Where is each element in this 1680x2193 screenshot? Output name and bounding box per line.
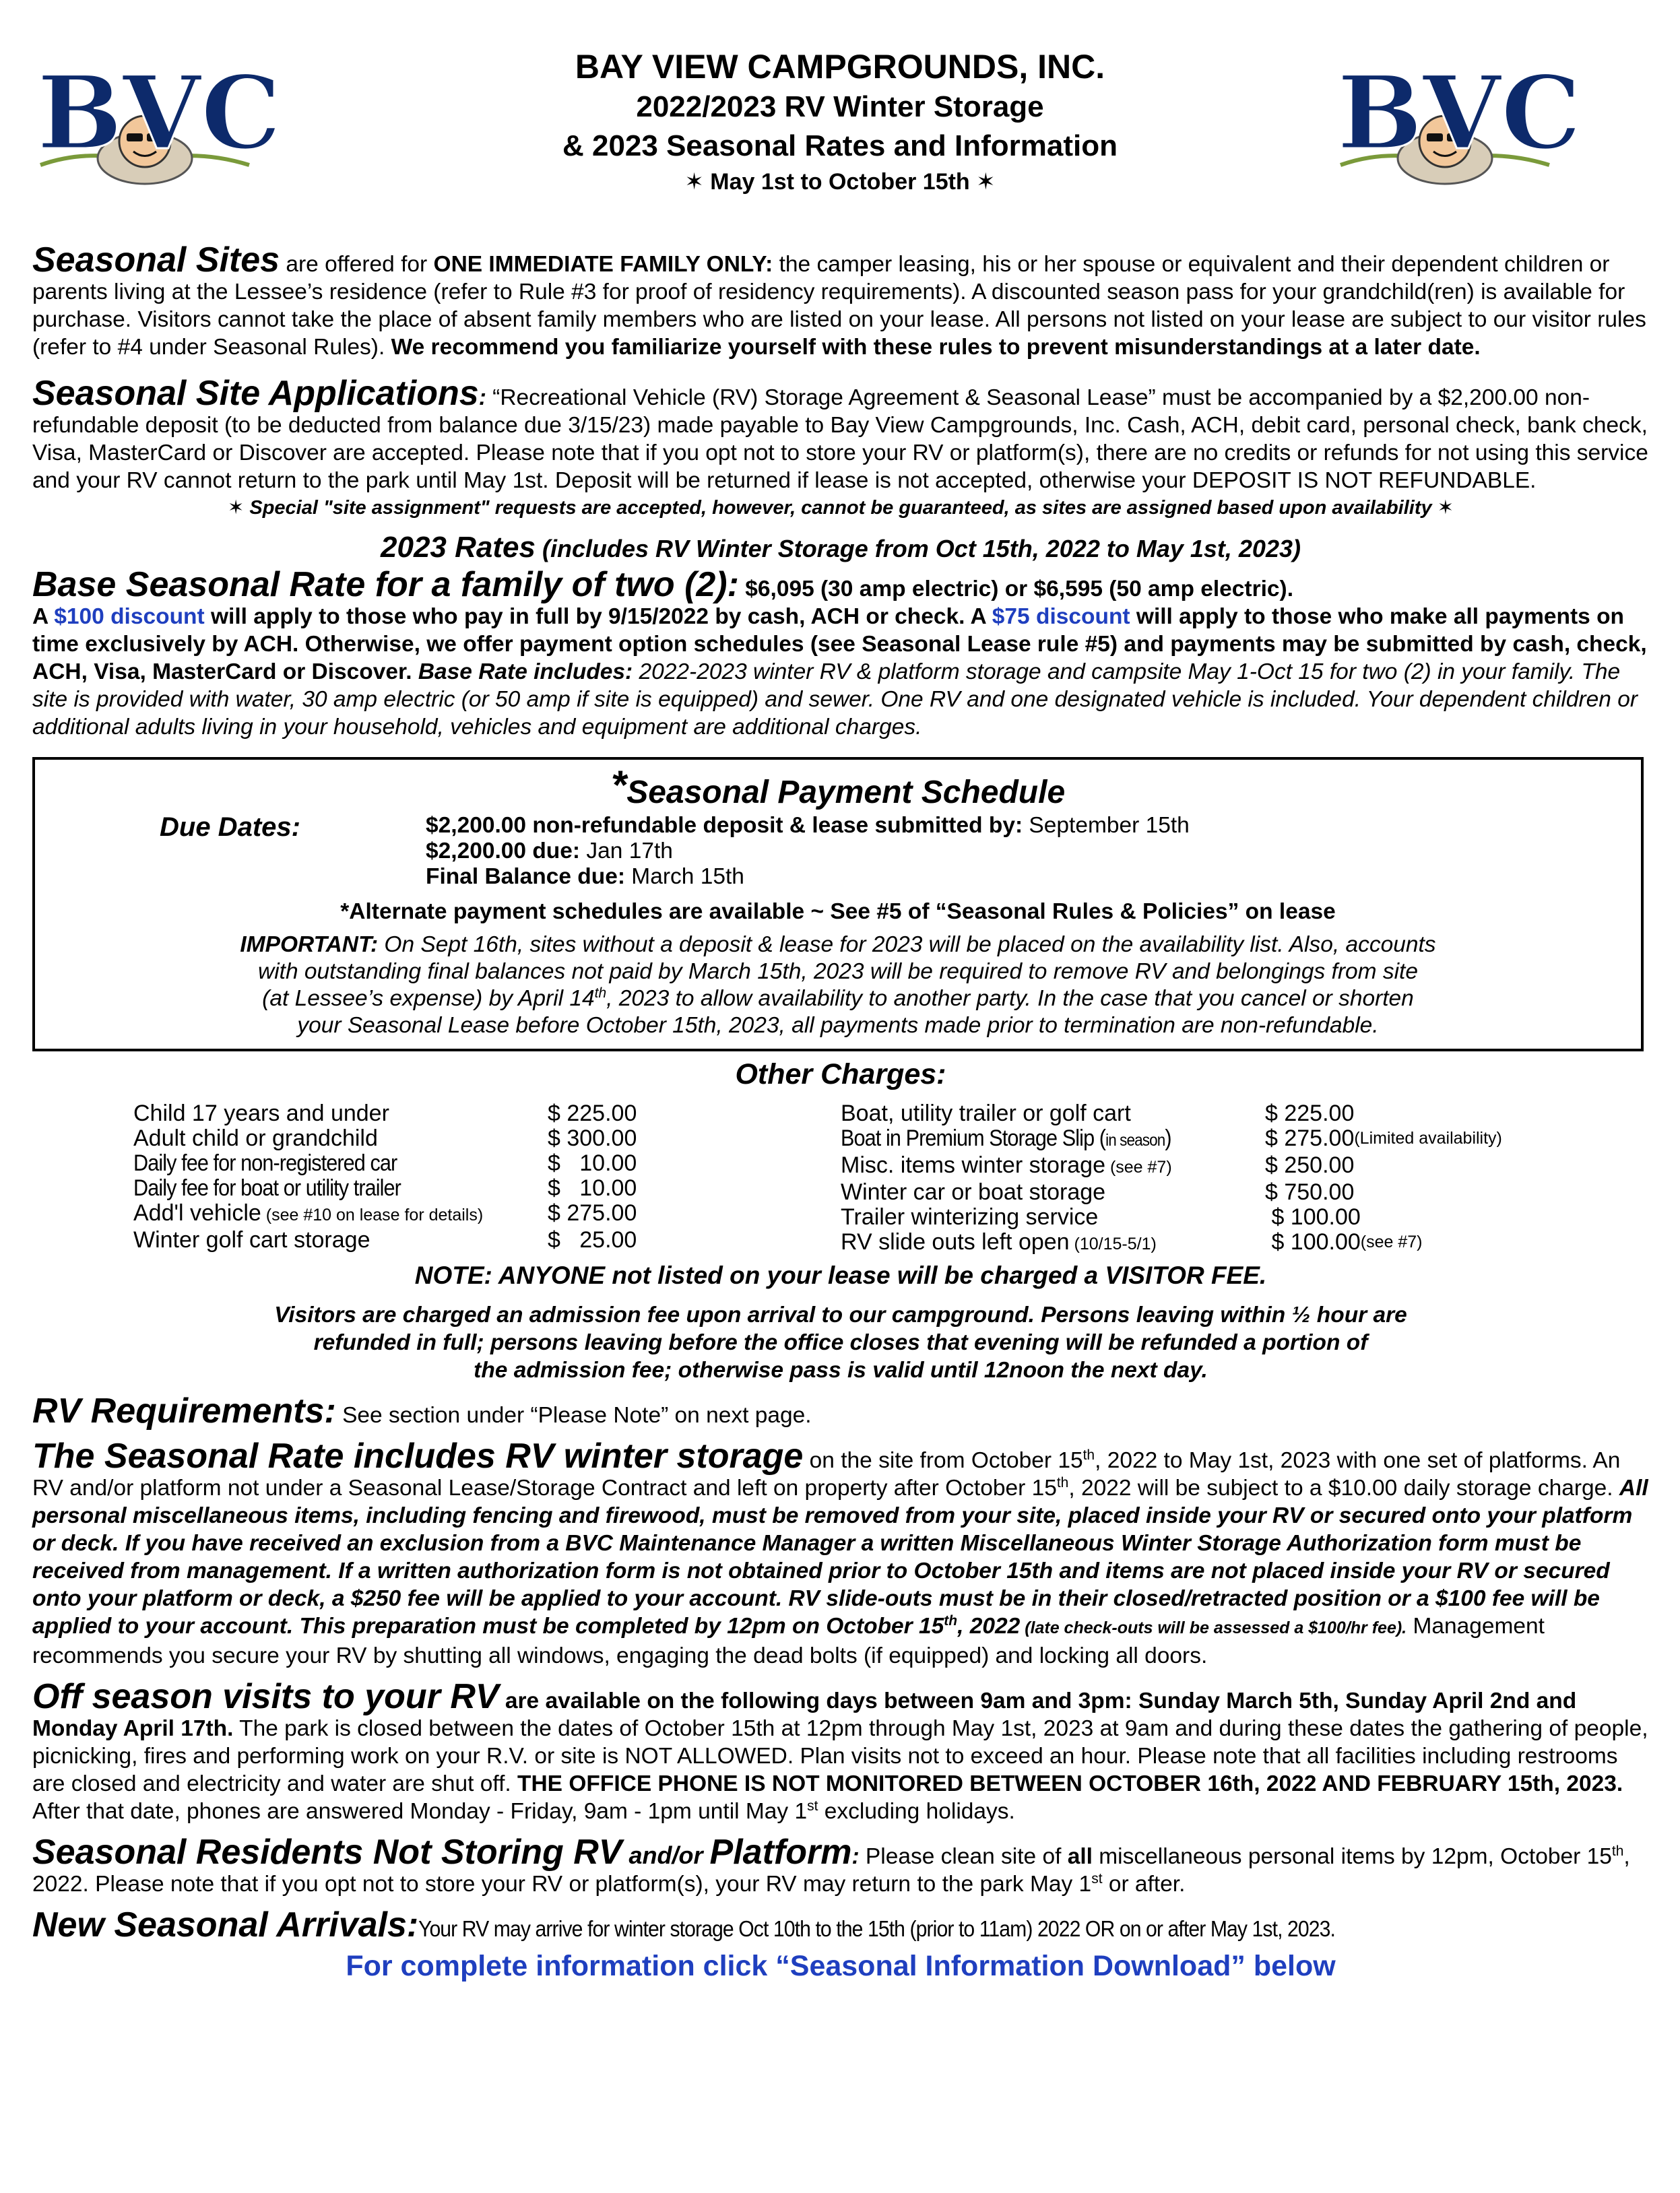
important-line-3a: (at Lessee’s expense) by April 14: [262, 986, 595, 1011]
discount-75: $75 discount: [992, 604, 1130, 629]
rates-text-1: A: [32, 604, 55, 629]
new-arrivals-text: Your RV may arrive for winter storage Oct 10th to the 15th (prior to 11am) 2022 OR on or after May 1st, 2023.: [418, 1917, 1336, 1942]
svg-text:BVC: BVC: [37, 54, 282, 172]
not-storing-all: all: [1067, 1844, 1093, 1869]
off-season-sup: st: [807, 1798, 818, 1814]
charge-name: [133, 1228, 548, 1253]
rv-requirements-heading: RV Requirements:: [32, 1392, 336, 1431]
charge-note: (10/15-5/1): [1069, 1235, 1157, 1253]
due-date-final-value: March 15th: [625, 864, 744, 889]
other-charges-left-column: [32, 1101, 841, 1257]
seasonal-sites-bold: ONE IMMEDIATE FAMILY ONLY:: [433, 252, 773, 277]
charge-amount: $ 100.00: [1265, 1204, 1361, 1230]
applications-section: [32, 376, 1649, 494]
charge-amount: $ 750.00: [1265, 1179, 1355, 1205]
document-body: [32, 236, 1649, 1980]
late-checkout-fee-note: (late check-outs will be assessed a $100/hr fee).: [1020, 1618, 1407, 1637]
off-season-text-2: After that date, phones are answered Monday - Friday, 9am - 1pm until May 1: [32, 1799, 808, 1824]
charge-amount: $ 10.00: [548, 1150, 637, 1176]
doc-subtitle-1: 2022/2023 RV Winter Storage: [636, 90, 1044, 123]
charge-name-part: Boat, utility trailer or golf cart: [841, 1101, 1131, 1126]
charge-row: [133, 1201, 841, 1228]
charge-amount: $ 225.00: [548, 1101, 637, 1126]
due-date-deposit-label: $2,200.00 non-refundable deposit & lease submitted by:: [426, 813, 1023, 838]
not-storing-heading-1: Seasonal Residents Not Storing RV: [32, 1833, 622, 1872]
rv-requirements-section: [32, 1394, 1649, 1429]
applications-heading: Seasonal Site Applications: [32, 374, 479, 413]
charge-amount: $ 250.00: [1265, 1152, 1355, 1178]
charge-row: [841, 1230, 1615, 1257]
charge-row: [133, 1176, 841, 1201]
charge-row: [841, 1205, 1615, 1230]
charge-name: [841, 1205, 1265, 1230]
visitor-policy: [32, 1301, 1649, 1384]
important-line-4: your Seasonal Lease before October 15th, 2023, all payments made prior to termination are non-refundable.: [297, 1013, 1379, 1038]
due-date-deposit: [426, 813, 1190, 839]
not-storing-text-1: Please clean site of: [859, 1844, 1068, 1869]
charge-name: [841, 1126, 1265, 1153]
important-notice: [62, 931, 1614, 1039]
not-storing-text-3: , 2022. Please note that if you opt not to store your RV or platform(s), your RV may return to the park May 1: [32, 1844, 1630, 1897]
svg-text:BVC: BVC: [1337, 54, 1582, 172]
charge-name: [133, 1151, 548, 1176]
rates-section: [32, 567, 1649, 741]
charge-name-part: Boat in Premium Storage Slip (: [841, 1125, 1106, 1151]
visitor-policy-line-1: Visitors are charged an admission fee upon arrival to our campground. Persons leaving within ½ hour are: [274, 1303, 1407, 1328]
charge-row: [841, 1153, 1615, 1180]
other-charges-title: Other Charges:: [735, 1058, 946, 1090]
charge-name: [841, 1101, 1265, 1126]
winter-storage-section: [32, 1439, 1649, 1670]
seasonal-sites-recommendation: We recommend you familiarize yourself with these rules to prevent misunderstandings at a later date.: [391, 335, 1481, 360]
rates-heading-line: [32, 531, 1649, 567]
charge-name-text: [841, 1126, 1171, 1153]
new-arrivals-heading: New Seasonal Arrivals:: [32, 1905, 419, 1944]
charge-amount: $ 25.00: [548, 1227, 637, 1253]
not-storing-text-2: miscellaneous personal items by 12pm, October 15: [1092, 1844, 1612, 1869]
charge-note: (see #7): [1105, 1158, 1172, 1177]
not-storing-text-4: or after.: [1102, 1872, 1186, 1897]
charge-name-part: Winter car or boat storage: [841, 1179, 1106, 1205]
important-line-3b: , 2023 to allow availability to another party. In the case that you cancel or shorten: [606, 986, 1414, 1011]
seasonal-sites-text: are offered for: [280, 252, 434, 277]
charge-name-part: ): [1165, 1125, 1171, 1151]
payment-schedule-title: [62, 762, 1614, 813]
charge-name-text: Child 17 years and under: [133, 1101, 389, 1126]
rates-text-2: will apply to those who pay in full by 9/15/2022 by cash, ACH or check. A: [204, 604, 992, 629]
charge-name-part: Misc. items winter storage: [841, 1152, 1105, 1178]
charge-row: [133, 1101, 841, 1126]
winter-storage-heading: The Seasonal Rate includes RV winter storage: [32, 1437, 804, 1476]
charge-amount: $ 100.00: [1265, 1229, 1361, 1255]
new-arrivals-section: [32, 1907, 1649, 1943]
seasonal-sites-heading: Seasonal Sites: [32, 240, 280, 280]
not-storing-section: [32, 1835, 1649, 1898]
base-rate-includes-label: Base Rate includes:: [412, 659, 633, 684]
off-season-heading: Off season visits to your RV: [32, 1677, 499, 1716]
charge-name: [841, 1180, 1265, 1205]
charge-name: [133, 1101, 548, 1126]
charge-row: [133, 1228, 841, 1253]
applications-colon: :: [478, 385, 486, 410]
off-season-text-1: The park is closed between the dates of October 15th at 12pm through May 1st, 2023 at 9am and during these dates the gathering of people, picnicking, fires and performing work on your R.V. or site is NOT ALLOWED. Plan visits not to exceed an hour. Please note that all facilities including restrooms are closed and electricity and water are shut off.: [32, 1716, 1648, 1796]
winter-storage-text-2: , 2022 to May 1st, 2023 with one set of platforms. An RV and/or platform not under a Seasonal Lease/Storage Contract and left on property after October 15: [32, 1448, 1621, 1501]
special-requests-note: ✶ Special "site assignment" requests are accepted, however, cannot be guaranteed, as sites are assigned based upon availability ✶: [228, 497, 1454, 519]
charge-name: [133, 1176, 548, 1201]
charge-name-text: [841, 1229, 1157, 1255]
winter-storage-year: , 2022: [957, 1614, 1021, 1639]
charge-after-note: (see #7): [1360, 1233, 1423, 1251]
charge-name-part: Trailer winterizing service: [841, 1204, 1099, 1230]
company-name: BAY VIEW CAMPGROUNDS, INC.: [575, 48, 1105, 86]
due-dates-list: [426, 813, 1190, 890]
charge-name-text: [841, 1204, 1098, 1230]
base-rate-heading: Base Seasonal Rate for a family of two (2):: [32, 565, 739, 604]
alternate-schedules-note: *Alternate payment schedules are available ~ See #5 of “Seasonal Rules & Policies” on lease: [340, 899, 1336, 924]
due-date-second-label: $2,200.00 due:: [426, 839, 581, 863]
not-storing-heading-2: Platform: [709, 1833, 852, 1872]
rv-requirements-text: See section under “Please Note” on next page.: [335, 1403, 812, 1428]
rates-heading: 2023 Rates: [381, 531, 536, 564]
other-charges-right-column: [841, 1101, 1615, 1257]
charge-name-text: Daily fee for non-registered car: [133, 1150, 397, 1176]
base-rate-prices: $6,095 (30 amp electric) or $6,595 (50 amp electric).: [738, 577, 1294, 601]
rates-heading-note: (includes RV Winter Storage from Oct 15th, 2022 to May 1st, 2023): [535, 535, 1301, 562]
charge-amount: $ 275.00: [548, 1200, 637, 1226]
charge-name-text: Add'l vehicle: [133, 1200, 261, 1226]
winter-storage-text-1: on the site from October 15: [803, 1448, 1083, 1473]
seasonal-info-download-link[interactable]: For complete information click “Seasonal Information Download” below: [346, 1950, 1336, 1982]
season-dates: ✶ May 1st to October 15th ✶: [684, 169, 996, 195]
charge-row: [133, 1151, 841, 1176]
winter-storage-requirements: All personal miscellaneous items, including fencing and firewood, must be removed from your site, placed inside your RV or secured onto your platform or deck. If you have received an exclusion from a BVC Maintenance Manager a written Miscellaneous Winter Storage Authorization form must be received from management. If a written authorization form is not obtained prior to October 15th and items are not placed inside your RV or secured onto your platform or deck, a $250 fee will be applied to your account. RV slide-outs must be in their closed/retracted position or a $100 fee will be applied to your account. This preparation must be completed by 12pm on October 15: [32, 1476, 1648, 1639]
charge-name-text: Adult child or grandchild: [133, 1125, 378, 1151]
charge-name: [133, 1201, 548, 1228]
charge-name-text: [841, 1152, 1172, 1178]
discount-100: $100 discount: [54, 604, 205, 629]
charge-name-text: [841, 1179, 1105, 1205]
doc-subtitle-2: & 2023 Seasonal Rates and Information: [562, 129, 1118, 162]
office-phone-notice: THE OFFICE PHONE IS NOT MONITORED BETWEEN OCTOBER 16th, 2022 AND FEBRUARY 15th, 2023.: [517, 1771, 1623, 1796]
due-date-deposit-value: September 15th: [1023, 813, 1190, 838]
charge-note: in season: [1105, 1131, 1165, 1150]
payment-schedule-box: [32, 757, 1644, 1051]
rates-text-3: will apply to those who make all payments on time exclusively by ACH. Otherwise, we offer payment option schedules (see Seasonal Lease rule #5) and payments may be submitted by cash, check, ACH, Visa, MasterCard or Discover.: [32, 604, 1647, 684]
due-date-second-value: Jan 17th: [580, 839, 673, 863]
charge-name-text: Daily fee for boat or utility trailer: [133, 1175, 401, 1201]
winter-storage-sup-1: th: [1083, 1447, 1095, 1463]
important-line-2: with outstanding final balances not paid by March 15th, 2023 will be required to remove RV and belongings from site: [258, 959, 1418, 984]
charge-row: [841, 1126, 1615, 1153]
due-dates: [62, 813, 1614, 890]
off-season-section: [32, 1679, 1649, 1825]
applications-text: “Recreational Vehicle (RV) Storage Agreement & Seasonal Lease” must be accompanied by a $2,200.00 non-refundable deposit (to be deducted from balance due 3/15/23) made payable to Bay View Campgrounds, Inc. Cash, ACH, debit card, personal check, bank check, Visa, MasterCard or Discover are accepted. Please note that if you opt not to store your RV or platform(s), there are no credits or refunds for not using this service and your RV cannot return to the park until May 1st. Deposit will be returned if lease is not accepted, otherwise your DEPOSIT IS NOT REFUNDABLE.: [32, 385, 1648, 493]
due-date-second: [426, 839, 1190, 864]
charge-amount: $ 10.00: [548, 1175, 637, 1201]
base-rate-includes-text: 2022-2023 winter RV & platform storage and campsite May 1-Oct 15 for two (2) in your family. The site is provided with water, 30 amp electric (or 50 amp if site is equipped) and sewer. One RV and one designated vehicle is included. Your dependent children or additional adults living in your household, vehicles and equipment are additional charges.: [32, 659, 1638, 740]
visitor-policy-line-2: refunded in full; persons leaving before the office closes that evening will be refunded a portion of: [313, 1330, 1368, 1355]
charge-name-text: [841, 1101, 1131, 1126]
charge-name: [841, 1230, 1265, 1257]
document-header: [0, 46, 1680, 198]
seasonal-sites-section: [32, 242, 1649, 361]
charge-row: [841, 1180, 1615, 1205]
due-date-final-label: Final Balance due:: [426, 864, 625, 889]
important-sup: th: [594, 985, 607, 1001]
other-charges-table: [32, 1101, 1649, 1257]
important-label: IMPORTANT:: [240, 932, 379, 957]
charge-row: [841, 1101, 1615, 1126]
winter-storage-text-3: , 2022 will be subject to a $10.00 daily storage charge.: [1068, 1476, 1619, 1501]
asterisk: *: [610, 762, 627, 808]
not-storing-sup-2: st: [1091, 1870, 1103, 1887]
due-date-final: [426, 864, 1190, 890]
charge-name: [133, 1126, 548, 1151]
not-storing-heading-mid: and/or: [622, 1841, 710, 1869]
charge-after-note: (Limited availability): [1354, 1129, 1502, 1148]
not-storing-sup-1: th: [1611, 1843, 1624, 1859]
charge-note: (see #10 on lease for details): [261, 1206, 484, 1224]
charge-amount: $ 300.00: [548, 1125, 637, 1151]
winter-storage-text-4: Management recommends you secure your RV by shutting all windows, engaging the dead bolts (if equipped) and locking all doors.: [32, 1614, 1545, 1668]
important-line-1: On Sept 16th, sites without a deposit & lease for 2023 will be placed on the availability list. Also, accounts: [378, 932, 1436, 957]
charge-amount: $ 275.00: [1265, 1125, 1355, 1151]
charge-name: [841, 1153, 1265, 1180]
charge-row: [133, 1126, 841, 1151]
charge-amount: $ 225.00: [1265, 1101, 1355, 1126]
seasonal-sites-text-2: the camper leasing, his or her spouse or equivalent and their dependent children or parents living at the Lessee’s residence (refer to Rule #3 for proof of residency requirements). A discounted season pass for your grandchild(ren) is available for purchase. Visitors cannot take the place of absent family members who are listed on your lease. All persons not listed on your lease are subject to our visitor rules (refer to #4 under Seasonal Rules).: [32, 252, 1646, 360]
winter-storage-sup-3: th: [944, 1612, 958, 1629]
payment-schedule-title-text: Seasonal Payment Schedule: [626, 775, 1066, 810]
visitor-policy-line-3: the admission fee; otherwise pass is valid until 12noon the next day.: [474, 1358, 1208, 1383]
not-storing-colon: :: [851, 1844, 860, 1869]
winter-storage-sup-2: th: [1056, 1474, 1069, 1491]
charge-name-text: Winter golf cart storage: [133, 1227, 370, 1253]
off-season-dates: are available on the following days between 9am and 3pm: Sunday March 5th, Sunday April 2nd and Monday April 17th.: [32, 1689, 1577, 1741]
off-season-text-3: excluding holidays.: [818, 1799, 1015, 1824]
visitor-fee-note: NOTE: ANYONE not listed on your lease will be charged a VISITOR FEE.: [414, 1262, 1267, 1289]
charge-name-part: RV slide outs left open: [841, 1229, 1070, 1255]
due-dates-label: Due Dates:: [160, 812, 300, 842]
